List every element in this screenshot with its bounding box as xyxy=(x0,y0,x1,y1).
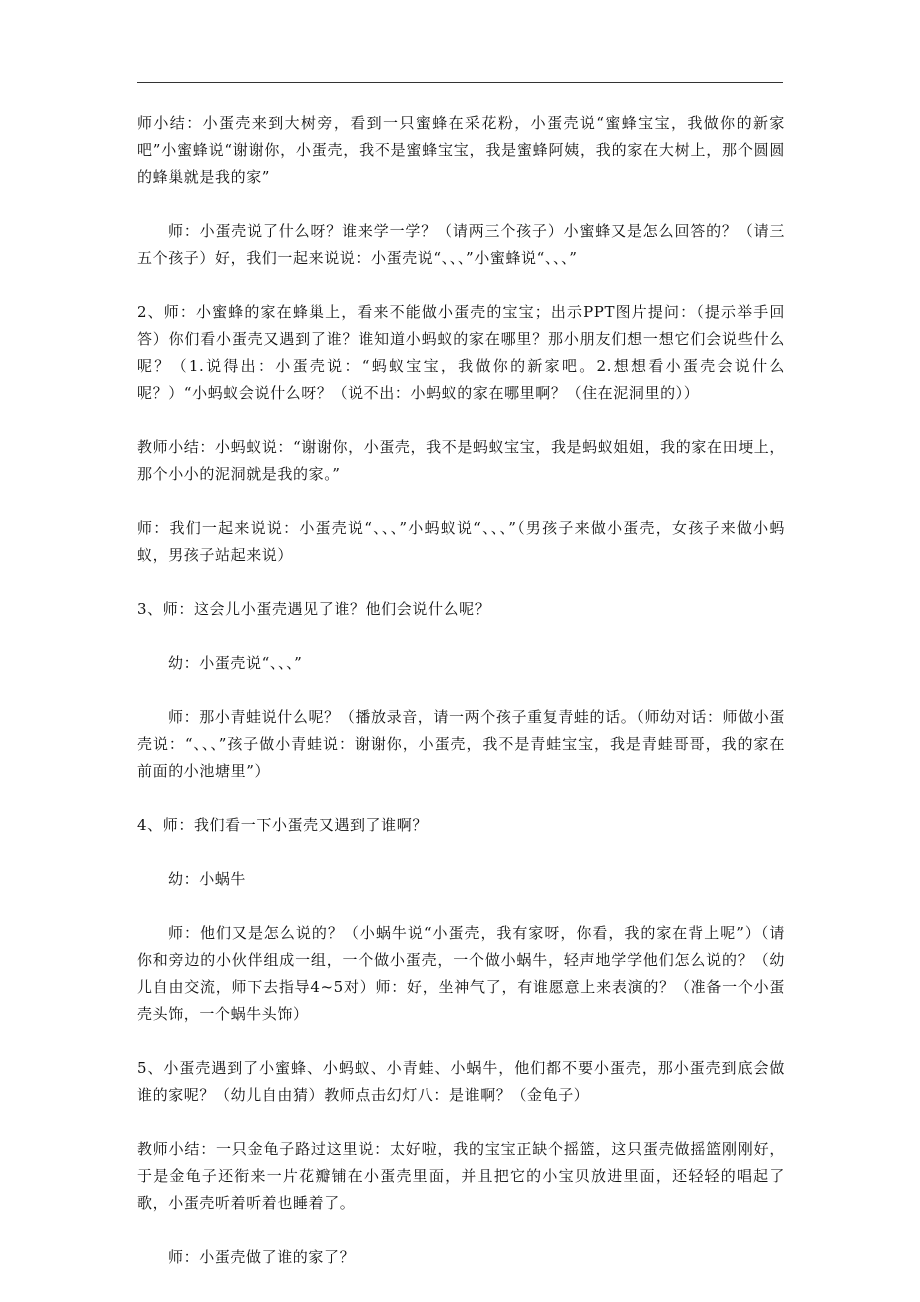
paragraph-summary-beetle: 教师小结：一只金龟子路过这里说：太好啦，我的宝宝正缺个摇篮，这只蛋壳做摇篮刚刚好，于是金龟子还衔来一片花瓣铺在小蛋壳里面，并且把它的小宝贝放进里面，还轻轻的唱起了歌，小蛋壳听着听着也睡着了。 xyxy=(137,1140,785,1212)
paragraph-frog-dialogue: 师：那小青蛙说什么呢？（播放录音，请一两个孩子重复青蛙的话。（师幼对话：师做小蛋壳说：“、、、”孩子做小青蛙说：谢谢你，小蛋壳，我不是青蛙宝宝，我是青蛙哥哥，我的家在前面的小池塘里”） xyxy=(137,708,785,780)
paragraph-snail-dialogue: 师：他们又是怎么说的？（小蜗牛说“小蛋壳，我有家呀，你看，我的家在背上呢”）（请你和旁边的小伙伴组成一组，一个做小蛋壳，一个做小蜗牛，轻声地学学他们怎么说的？（幼儿自由交流，师下去指导4~5对）师：好，坐神气了，有谁愿意上来表演的？（准备一个小蛋壳头饰，一个蜗牛头饰） xyxy=(137,924,785,1023)
paragraph-child-reply-snail: 幼：小蜗牛 xyxy=(168,870,247,888)
paragraph-summary-ant: 教师小结：小蚂蚁说：“谢谢你，小蛋壳，我不是蚂蚁宝宝，我是蚂蚁姐姐，我的家在田埂上，那个小小的泥洞就是我的家。” xyxy=(137,438,785,483)
paragraph-retell-bee: 师：小蛋壳说了什么呀？谁来学一学？（请两三个孩子）小蜜蜂又是怎么回答的？（请三五个孩子）好，我们一起来说说：小蛋壳说“、、、”小蜜蜂说“、、、” xyxy=(137,222,785,267)
document-body xyxy=(137,110,785,1298)
paragraph-child-reply-frog: 幼：小蛋壳说“、、、” xyxy=(168,654,303,672)
paragraph-summary-bee: 师小结：小蛋壳来到大树旁，看到一只蜜蜂在采花粉，小蛋壳说“蜜蜂宝宝，我做你的新家吧”小蜜蜂说“谢谢你，小蛋壳，我不是蜜蜂宝宝，我是蜜蜂阿姨，我的家在大树上，那个圆圆的蜂巢就是我的家” xyxy=(137,114,785,186)
paragraph-step-3: 3、师：这会儿小蛋壳遇见了谁？他们会说什么呢？ xyxy=(137,600,491,618)
header-rule xyxy=(137,82,783,83)
paragraph-step-4: 4、师：我们看一下小蛋壳又遇到了谁啊？ xyxy=(137,816,428,834)
paragraph-closing-question: 师：小蛋壳做了谁的家了？ xyxy=(168,1248,356,1266)
paragraph-retell-ant: 师：我们一起来说说：小蛋壳说“、、、”小蚂蚁说“、、、”（男孩子来做小蛋壳，女孩子来做小蚂蚁，男孩子站起来说） xyxy=(137,519,785,564)
paragraph-step-5: 5、小蛋壳遇到了小蜜蜂、小蚂蚁、小青蛙、小蜗牛，他们都不要小蛋壳，那小蛋壳到底会做谁的家呢？（幼儿自由猜）教师点击幻灯八：是谁啊？（金龟子） xyxy=(137,1059,785,1104)
paragraph-step-2: 2、师：小蜜蜂的家在蜂巢上，看来不能做小蛋壳的宝宝；出示PPT图片提问：（提示举手回答）你们看小蛋壳又遇到了谁？谁知道小蚂蚁的家在哪里？那小朋友们想一想它们会说些什么呢？（1.说得出：小蛋壳说：“蚂蚁宝宝，我做你的新家吧。2.想想看小蛋壳会说什么呢？）“小蚂蚁会说什么呀？（说不出：小蚂蚁的家在哪里啊？（住在泥洞里的）） xyxy=(137,303,785,402)
